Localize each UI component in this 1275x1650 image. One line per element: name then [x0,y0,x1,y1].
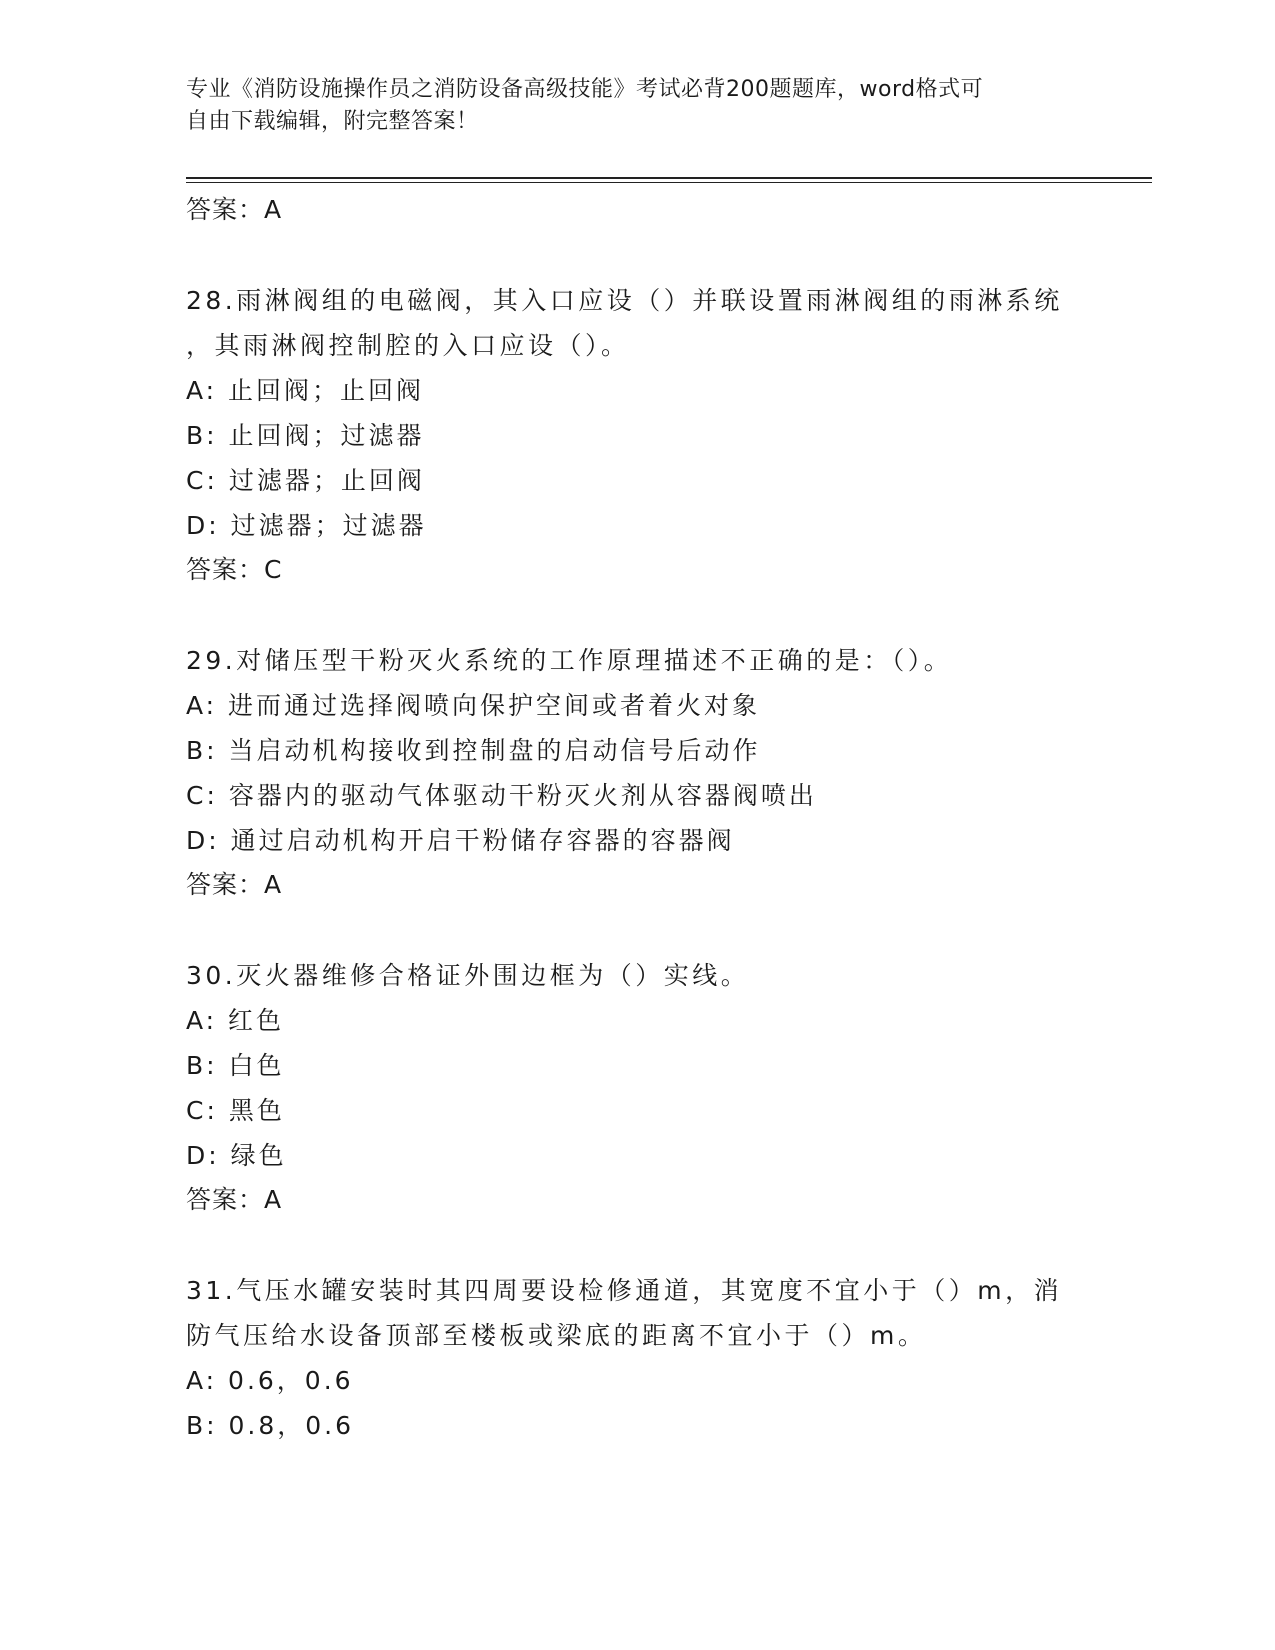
option-a: A: 进而通过选择阀喷向保护空间或者着火对象 [186,691,761,720]
option-c: C: 过滤器；止回阀 [186,466,425,495]
question-text: 28.雨淋阀组的电磁阀，其入口应设（）并联设置雨淋阀组的雨淋系统 [186,286,1063,315]
question-text: 30.灭火器维修合格证外围边框为（）实线。 [186,961,750,990]
option-b: B: 0.8，0.6 [186,1411,355,1440]
option-d: D: 绿色 [186,1141,287,1170]
option-a: A: 0.6，0.6 [186,1366,354,1395]
option-c: C: 黑色 [186,1096,285,1125]
answer-line: 答案：A [186,195,283,224]
spacer [186,1222,1152,1268]
question-text: 31.气压水罐安装时其四周要设检修通道，其宽度不宜小于（）m，消 [186,1276,1063,1305]
document-body [186,188,1152,1448]
option-b: B: 白色 [186,1051,285,1080]
header-line-1: 专业《消防设施操作员之消防设备高级技能》考试必背200题题库，word格式可 [186,77,984,102]
spacer [186,907,1152,953]
question-block [186,638,1152,907]
page-header [186,74,1086,138]
spacer [186,592,1152,638]
question-text: ，其雨淋阀控制腔的入口应设（）。 [186,331,630,360]
option-a: A: 止回阀；止回阀 [186,376,425,405]
option-d: D: 过滤器；过滤器 [186,511,427,540]
answer-line: 答案：A [186,1185,283,1214]
header-divider [186,177,1152,183]
question-block [186,1268,1152,1448]
header-line-2: 自由下载编辑，附完整答案！ [186,109,479,134]
answer-line: 答案：C [186,555,283,584]
question-text: 防气压给水设备顶部至楼板或梁底的距离不宜小于（）m。 [186,1321,927,1350]
option-b: B: 止回阀；过滤器 [186,421,425,450]
question-block [186,278,1152,592]
option-c: C: 容器内的驱动气体驱动干粉灭火剂从容器阀喷出 [186,781,817,810]
question-block [186,953,1152,1222]
option-a: A: 红色 [186,1006,285,1035]
option-d: D: 通过启动机构开启干粉储存容器的容器阀 [186,826,735,855]
spacer [186,232,1152,278]
option-b: B: 当启动机构接收到控制盘的启动信号后动作 [186,736,761,765]
answer-line: 答案：A [186,870,283,899]
question-text: 29.对储压型干粉灭火系统的工作原理描述不正确的是：（）。 [186,646,953,675]
